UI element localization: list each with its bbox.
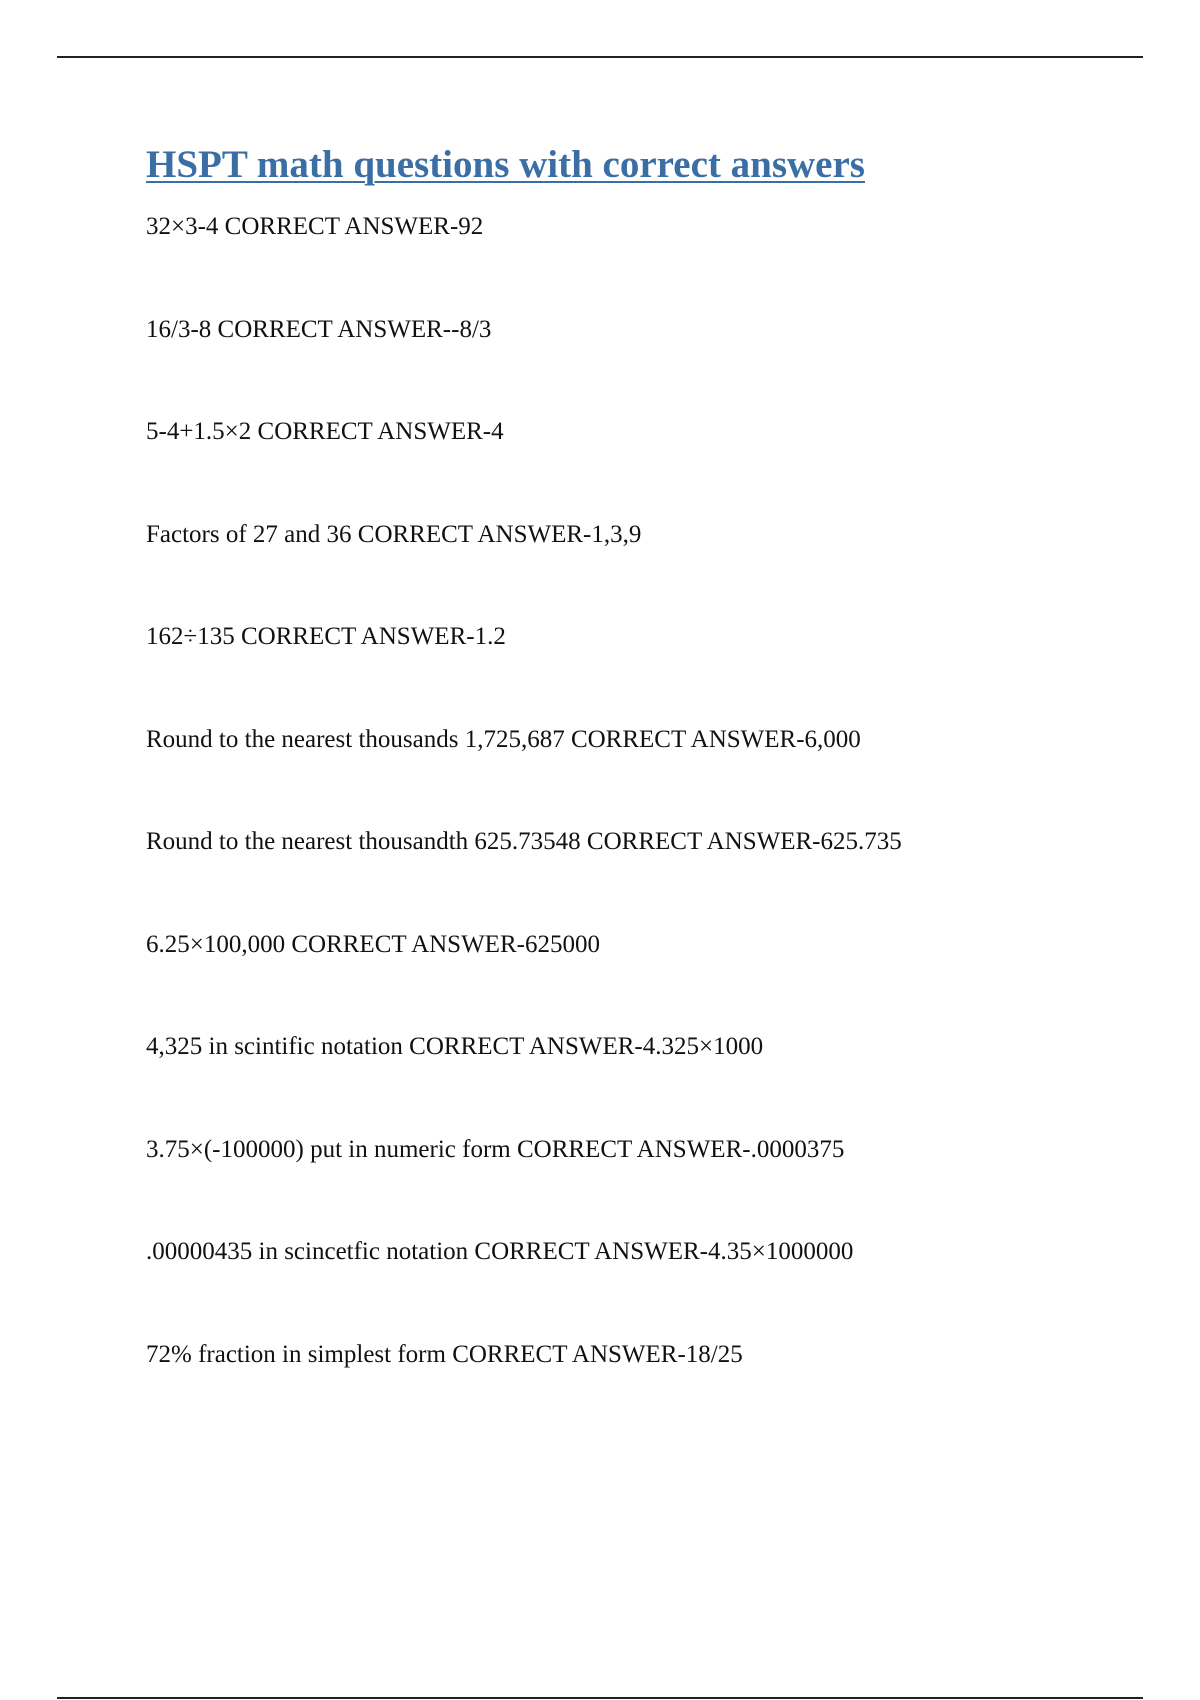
qa-item: 6.25×100,000 CORRECT ANSWER-625000 (146, 930, 600, 958)
header-rule (57, 56, 1143, 58)
qa-item: .00000435 in scincetfic notation CORRECT ANSWER-4.35×1000000 (146, 1238, 854, 1265)
qa-item: 32×3-4 CORRECT ANSWER-92 (146, 213, 484, 240)
qa-item: 5-4+1.5×2 CORRECT ANSWER-4 (146, 418, 504, 445)
qa-item: 72% fraction in simplest form CORRECT ANSWER-18/25 (146, 1340, 743, 1368)
qa-item: 162÷135 CORRECT ANSWER-1.2 (146, 623, 506, 650)
document-title-link[interactable]: HSPT math questions with correct answers (146, 143, 865, 186)
qa-item: 3.75×(-100000) put in numeric form CORRECT ANSWER-.0000375 (146, 1135, 845, 1163)
qa-item: Round to the nearest thousands 1,725,687 CORRECT ANSWER-6,000 (146, 725, 861, 753)
footer-rule (57, 1697, 1143, 1699)
qa-item: 4,325 in scintific notation CORRECT ANSWER-4.325×1000 (146, 1033, 764, 1060)
qa-list (146, 209, 902, 1439)
qa-item: Round to the nearest thousandth 625.73548 CORRECT ANSWER-625.735 (146, 828, 902, 855)
qa-item: Factors of 27 and 36 CORRECT ANSWER-1,3,9 (146, 520, 642, 548)
qa-item: 16/3-8 CORRECT ANSWER--8/3 (146, 315, 492, 343)
